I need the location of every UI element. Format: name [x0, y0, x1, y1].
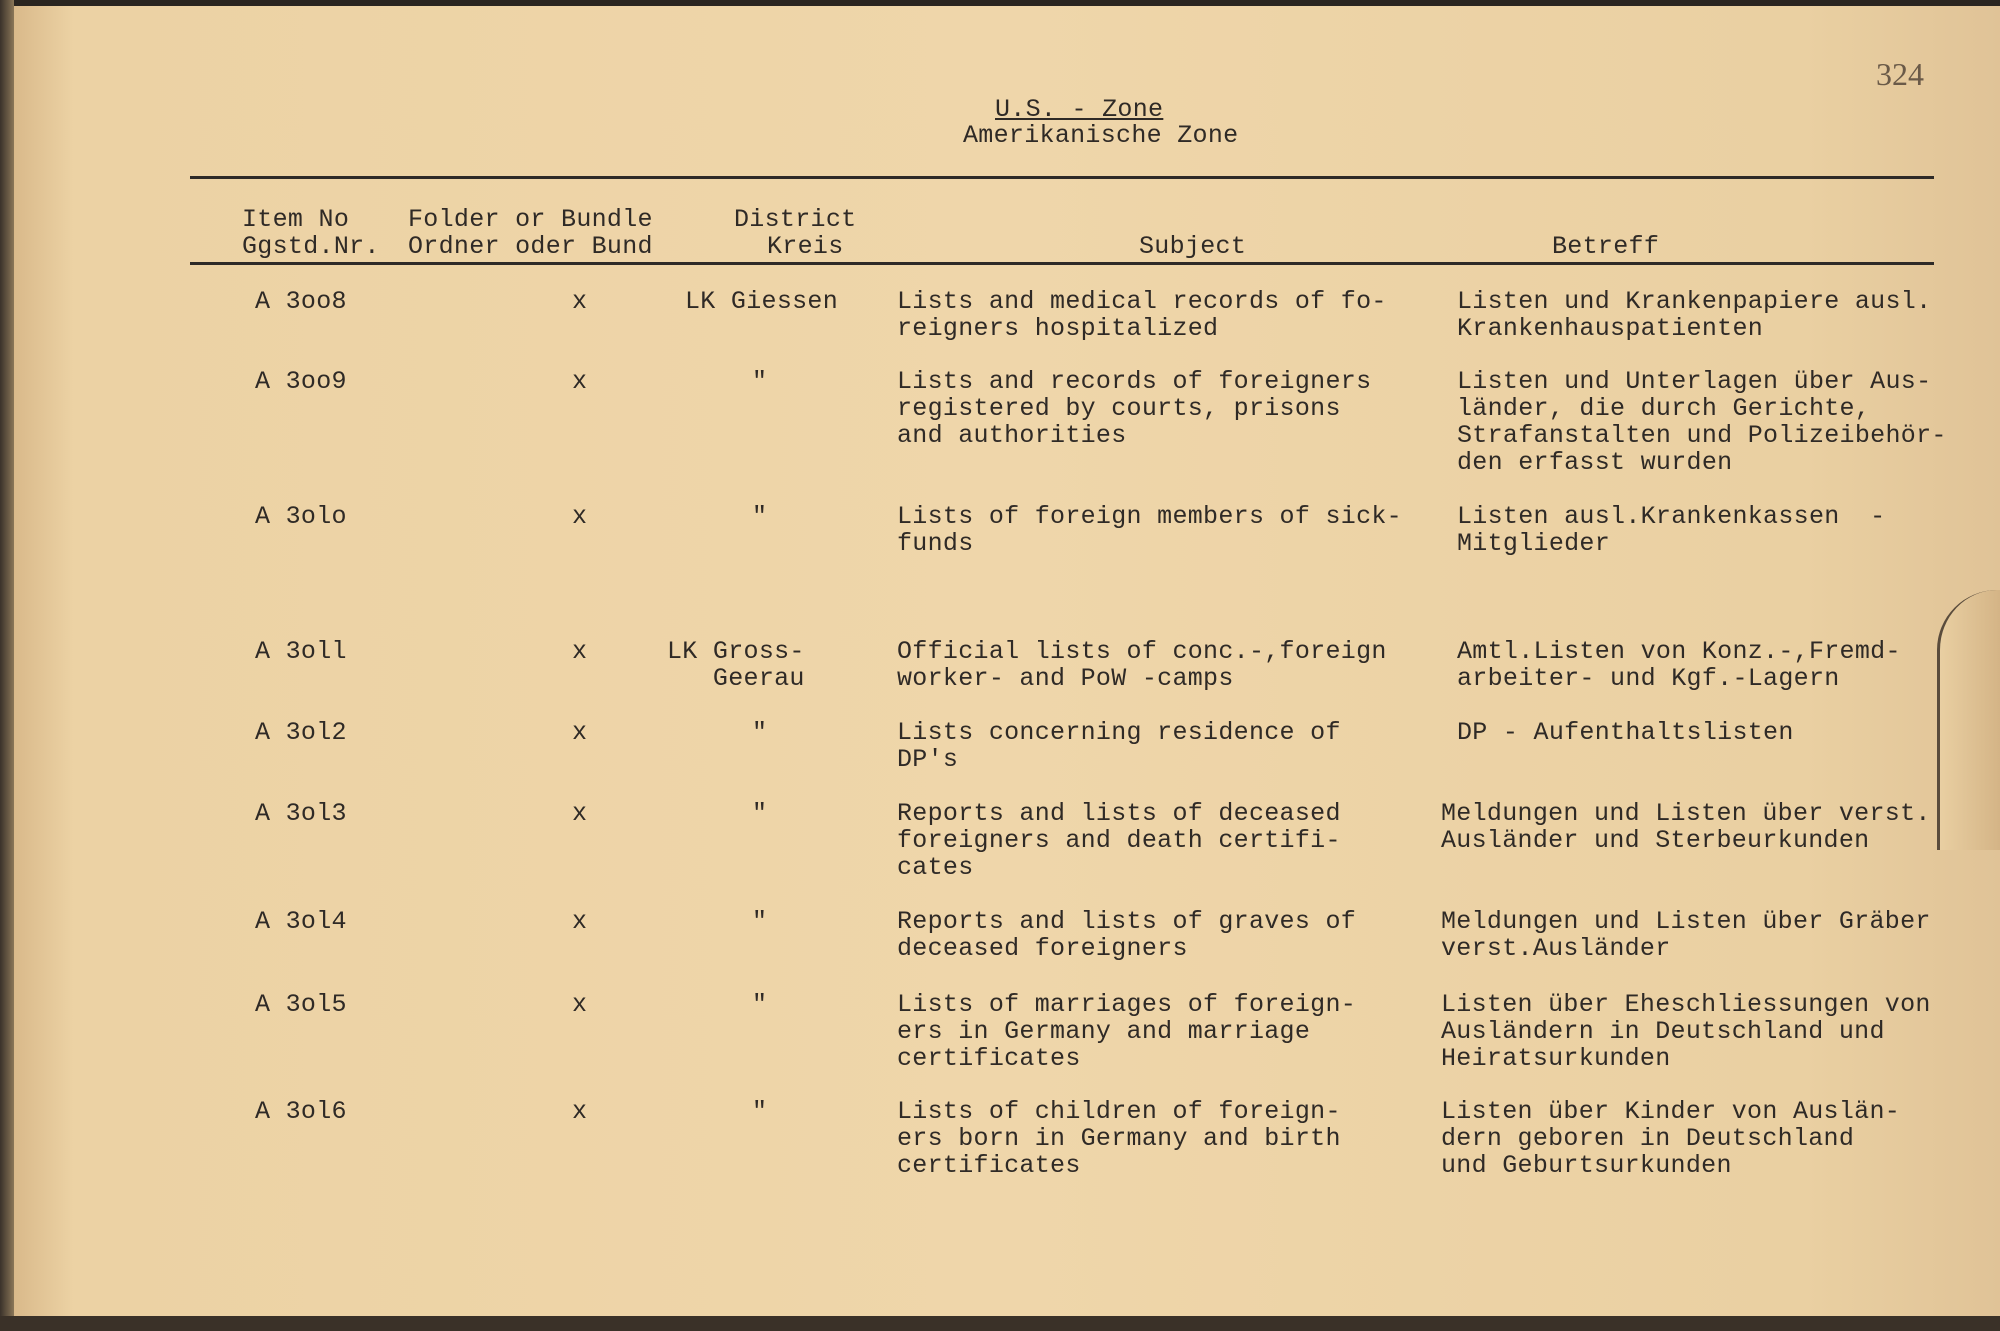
subject-cell: Lists of marriages of foreign- ers in Germany and marriage certificates: [897, 990, 1357, 1073]
district-cell: ": [752, 367, 768, 396]
item-cell: A 3oo9: [255, 367, 347, 396]
page-number: 324: [1876, 56, 1924, 92]
subject-cell: Reports and lists of deceased foreigners and death certifi- cates: [897, 799, 1341, 882]
subject-cell: Official lists of conc.-,foreign worker- and PoW -camps: [897, 637, 1387, 693]
district-cell: ": [752, 1097, 768, 1126]
title-line2: Amerikanische Zone: [963, 121, 1239, 150]
top-rule: [190, 176, 1934, 179]
betreff-cell: Listen und Krankenpapiere ausl. Krankenhauspatienten: [1457, 287, 1932, 343]
item-cell: A 3ol4: [255, 907, 347, 936]
betreff-cell: Amtl.Listen von Konz.-,Fremd- arbeiter- und Kgf.-Lagern: [1457, 637, 1901, 693]
header-item-de: Ggstd.Nr.: [242, 232, 380, 261]
item-cell: A 3ol3: [255, 799, 347, 828]
page-bottom-edge: [0, 1316, 2000, 1331]
header-folder-en: Folder or Bundle: [408, 205, 653, 234]
district-cell: ": [752, 907, 768, 936]
title-line1: U.S. - Zone: [995, 95, 1164, 124]
header-item-en: Item No: [242, 205, 350, 234]
betreff-cell: DP - Aufenthaltslisten: [1457, 718, 1794, 747]
district-cell: ": [752, 990, 768, 1019]
betreff-cell: Listen über Kinder von Auslän- dern geboren in Deutschland und Geburtsurkunden: [1441, 1097, 1901, 1180]
item-cell: A 3ol6: [255, 1097, 347, 1126]
subject-cell: Reports and lists of graves of deceased foreigners: [897, 907, 1357, 963]
district-cell: ": [752, 799, 768, 828]
book-spine: [0, 0, 14, 1331]
folder-cell: x: [572, 907, 588, 936]
folder-cell: x: [572, 287, 588, 316]
header-betreff: Betreff: [1552, 232, 1660, 261]
district-cell: LK Gross- Geerau: [667, 637, 805, 693]
folder-cell: x: [572, 718, 588, 747]
subject-cell: Lists concerning residence of DP's: [897, 718, 1341, 774]
betreff-cell: Meldungen und Listen über verst. Ausländer und Sterbeurkunden: [1441, 799, 1931, 855]
item-cell: A 3oll: [255, 637, 347, 666]
page-curl: [1937, 590, 2000, 850]
item-cell: A 3olo: [255, 502, 347, 531]
header-subject: Subject: [1139, 232, 1247, 261]
district-cell: LK Giessen: [685, 287, 839, 316]
header-rule: [190, 262, 1934, 265]
district-cell: ": [752, 502, 768, 531]
item-cell: A 3ol2: [255, 718, 347, 747]
betreff-cell: Listen ausl.Krankenkassen - Mitglieder: [1457, 502, 1886, 558]
subject-cell: Lists and medical records of fo- reigners hospitalized: [897, 287, 1387, 343]
subject-cell: Lists and records of foreigners registered by courts, prisons and authorities: [897, 367, 1372, 450]
header-folder-de: Ordner oder Bund: [408, 232, 653, 261]
folder-cell: x: [572, 799, 588, 828]
item-cell: A 3ol5: [255, 990, 347, 1019]
item-cell: A 3oo8: [255, 287, 347, 316]
folder-cell: x: [572, 367, 588, 396]
subject-cell: Lists of foreign members of sick- funds: [897, 502, 1402, 558]
betreff-cell: Listen und Unterlagen über Aus- länder, die durch Gerichte, Strafanstalten und Polizeibehör- den erfasst wurden: [1457, 367, 1947, 477]
folder-cell: x: [572, 990, 588, 1019]
subject-cell: Lists of children of foreign- ers born in Germany and birth certificates: [897, 1097, 1341, 1180]
folder-cell: x: [572, 637, 588, 666]
header-district-de: Kreis: [767, 232, 844, 261]
district-cell: ": [752, 718, 768, 747]
betreff-cell: Meldungen und Listen über Gräber verst.Ausländer: [1441, 907, 1931, 963]
folder-cell: x: [572, 502, 588, 531]
folder-cell: x: [572, 1097, 588, 1126]
betreff-cell: Listen über Eheschliessungen von Ausländern in Deutschland und Heiratsurkunden: [1441, 990, 1931, 1073]
header-district-en: District: [734, 205, 857, 234]
